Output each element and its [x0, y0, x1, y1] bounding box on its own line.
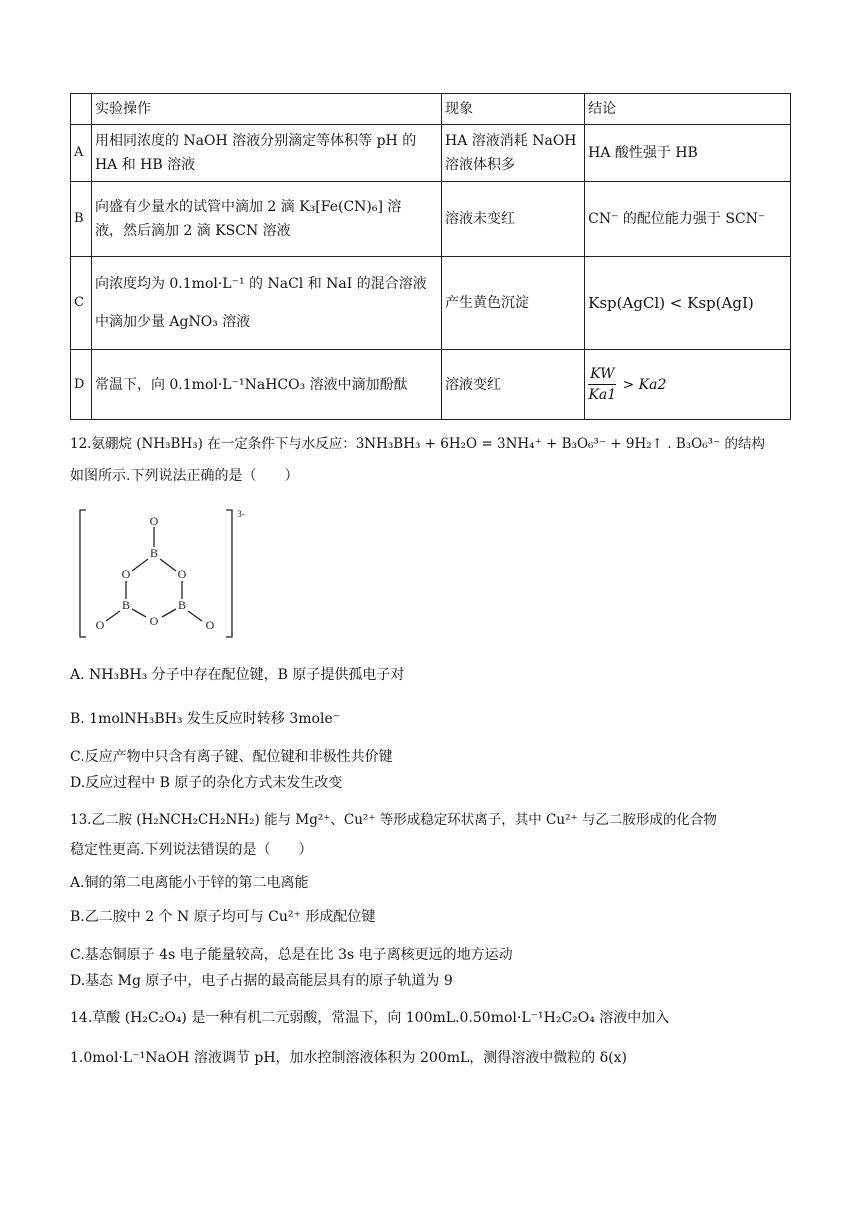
- conclusion-cell: [585, 350, 791, 420]
- question-text: 12.氨硼烷 (NH₃BH₃) 在一定条件下与水反应：3NH₃BH₃ + 6H₂O = 3NH₄⁺ + B₃O₆³⁻ + 9H₂↑ . B₃O₆³⁻ 的结构: [70, 436, 765, 452]
- atom-o-top: O: [149, 514, 159, 528]
- question-13: [70, 808, 800, 862]
- b3o6-structure-diagram: [76, 505, 246, 645]
- operation-line: 中滴加少量 AgNO₃ 溶液: [94, 314, 251, 330]
- atom-o-right: O: [177, 567, 187, 581]
- header-conclusion: 结论: [585, 94, 791, 125]
- q12-option-d: D.反应过程中 B 原子的杂化方式未发生改变: [70, 775, 343, 791]
- operation-line: 向盛有少量水的试管中滴加 2 滴 K₃[Fe(CN)₆] 溶: [94, 199, 402, 215]
- question-14: [70, 1006, 800, 1070]
- table-row: [71, 350, 791, 420]
- q13-option-d: D.基态 Mg 原子中，电子占据的最高能层具有的原子轨道为 9: [70, 973, 453, 989]
- header-phenomenon: 现象: [442, 94, 585, 125]
- question-text: 稳定性更高.下列说法错误的是（ ）: [70, 842, 313, 858]
- row-label: C: [71, 257, 92, 350]
- operation-cell: [91, 182, 441, 257]
- q12-option-b: B. 1molNH₃BH₃ 发生反应时转移 3mole⁻: [70, 711, 341, 727]
- atom-b-right: B: [177, 598, 187, 612]
- operation-line: 液，然后滴加 2 滴 KSCN 溶液: [94, 223, 291, 239]
- question-text: 如图所示.下列说法正确的是（ ）: [70, 468, 299, 484]
- operation-cell: 常温下，向 0.1mol·L⁻¹NaHCO₃ 溶液中滴加酚酞: [91, 350, 441, 420]
- table-row: [71, 182, 791, 257]
- question-text: 14.草酸 (H₂C₂O₄) 是一种有机二元弱酸，常温下，向 100mL.0.50mol·L⁻¹H₂C₂O₄ 溶液中加入: [70, 1010, 670, 1026]
- q13-option-b: B.乙二胺中 2 个 N 原子均可与 Cu²⁺ 形成配位键: [70, 909, 376, 925]
- row-label: B: [71, 182, 92, 257]
- atom-o-bottom: O: [149, 614, 159, 628]
- q12-option-a: A. NH₃BH₃ 分子中存在配位键，B 原子提供孤电子对: [70, 667, 405, 683]
- operation-line: HA 和 HB 溶液: [94, 157, 196, 173]
- operation-cell: [91, 125, 441, 182]
- phenomenon-cell: [442, 125, 585, 182]
- q13-option-c: C.基态铜原子 4s 电子能量较高，总是在比 3s 电子离核更远的地方运动: [70, 947, 513, 963]
- atom-o-bottom-left: O: [95, 618, 105, 632]
- row-label: D: [71, 350, 92, 420]
- table-header-row: [71, 94, 791, 125]
- conclusion-cell: Ksp(AgCl) < Ksp(AgI): [585, 257, 791, 350]
- atom-o-bottom-right: O: [205, 618, 215, 632]
- phenomenon-line: HA 溶液消耗 NaOH: [445, 133, 577, 149]
- conclusion-cell: CN⁻ 的配位能力强于 SCN⁻: [585, 182, 791, 257]
- table-row: [71, 125, 791, 182]
- q13-option-a: A.铜的第二电离能小于锌的第二电离能: [70, 875, 309, 891]
- atom-b-left: B: [121, 598, 131, 612]
- question-text: 1.0mol·L⁻¹NaOH 溶液调节 pH，加水控制溶液体积为 200mL，测得溶液中微粒的 δ(x): [70, 1050, 627, 1066]
- operation-line: 向浓度均为 0.1mol·L⁻¹ 的 NaCl 和 NaI 的混合溶液: [94, 276, 427, 292]
- conclusion-cell: HA 酸性强于 HB: [585, 125, 791, 182]
- experiment-table: [70, 93, 791, 420]
- question-text: 13.乙二胺 (H₂NCH₂CH₂NH₂) 能与 Mg²⁺、Cu²⁺ 等形成稳定环状离子，其中 Cu²⁺ 与乙二胺形成的化合物: [70, 812, 717, 828]
- ion-charge: 3-: [237, 509, 245, 519]
- operation-cell: [91, 257, 441, 350]
- question-12: [70, 432, 800, 488]
- phenomenon-cell: 溶液未变红: [442, 182, 585, 257]
- header-label-cell: [71, 94, 92, 125]
- atom-o-left: O: [121, 567, 131, 581]
- fraction-denominator: Ka1: [588, 387, 617, 403]
- conclusion-rhs: > Ka2: [622, 376, 667, 393]
- header-operation: 实验操作: [91, 94, 441, 125]
- table-row: [71, 257, 791, 350]
- row-label: A: [71, 125, 92, 182]
- fraction-numerator: KW: [588, 364, 616, 385]
- phenomenon-cell: 溶液变红: [442, 350, 585, 420]
- q12-option-c: C.反应产物中只含有离子键、配位键和非极性共价键: [70, 749, 393, 765]
- phenomenon-line: 溶液体积多: [445, 157, 515, 173]
- atom-b-top: B: [149, 546, 159, 560]
- operation-line: 用相同浓度的 NaOH 溶液分别滴定等体积等 pH 的: [94, 133, 417, 149]
- phenomenon-cell: 产生黄色沉淀: [442, 257, 585, 350]
